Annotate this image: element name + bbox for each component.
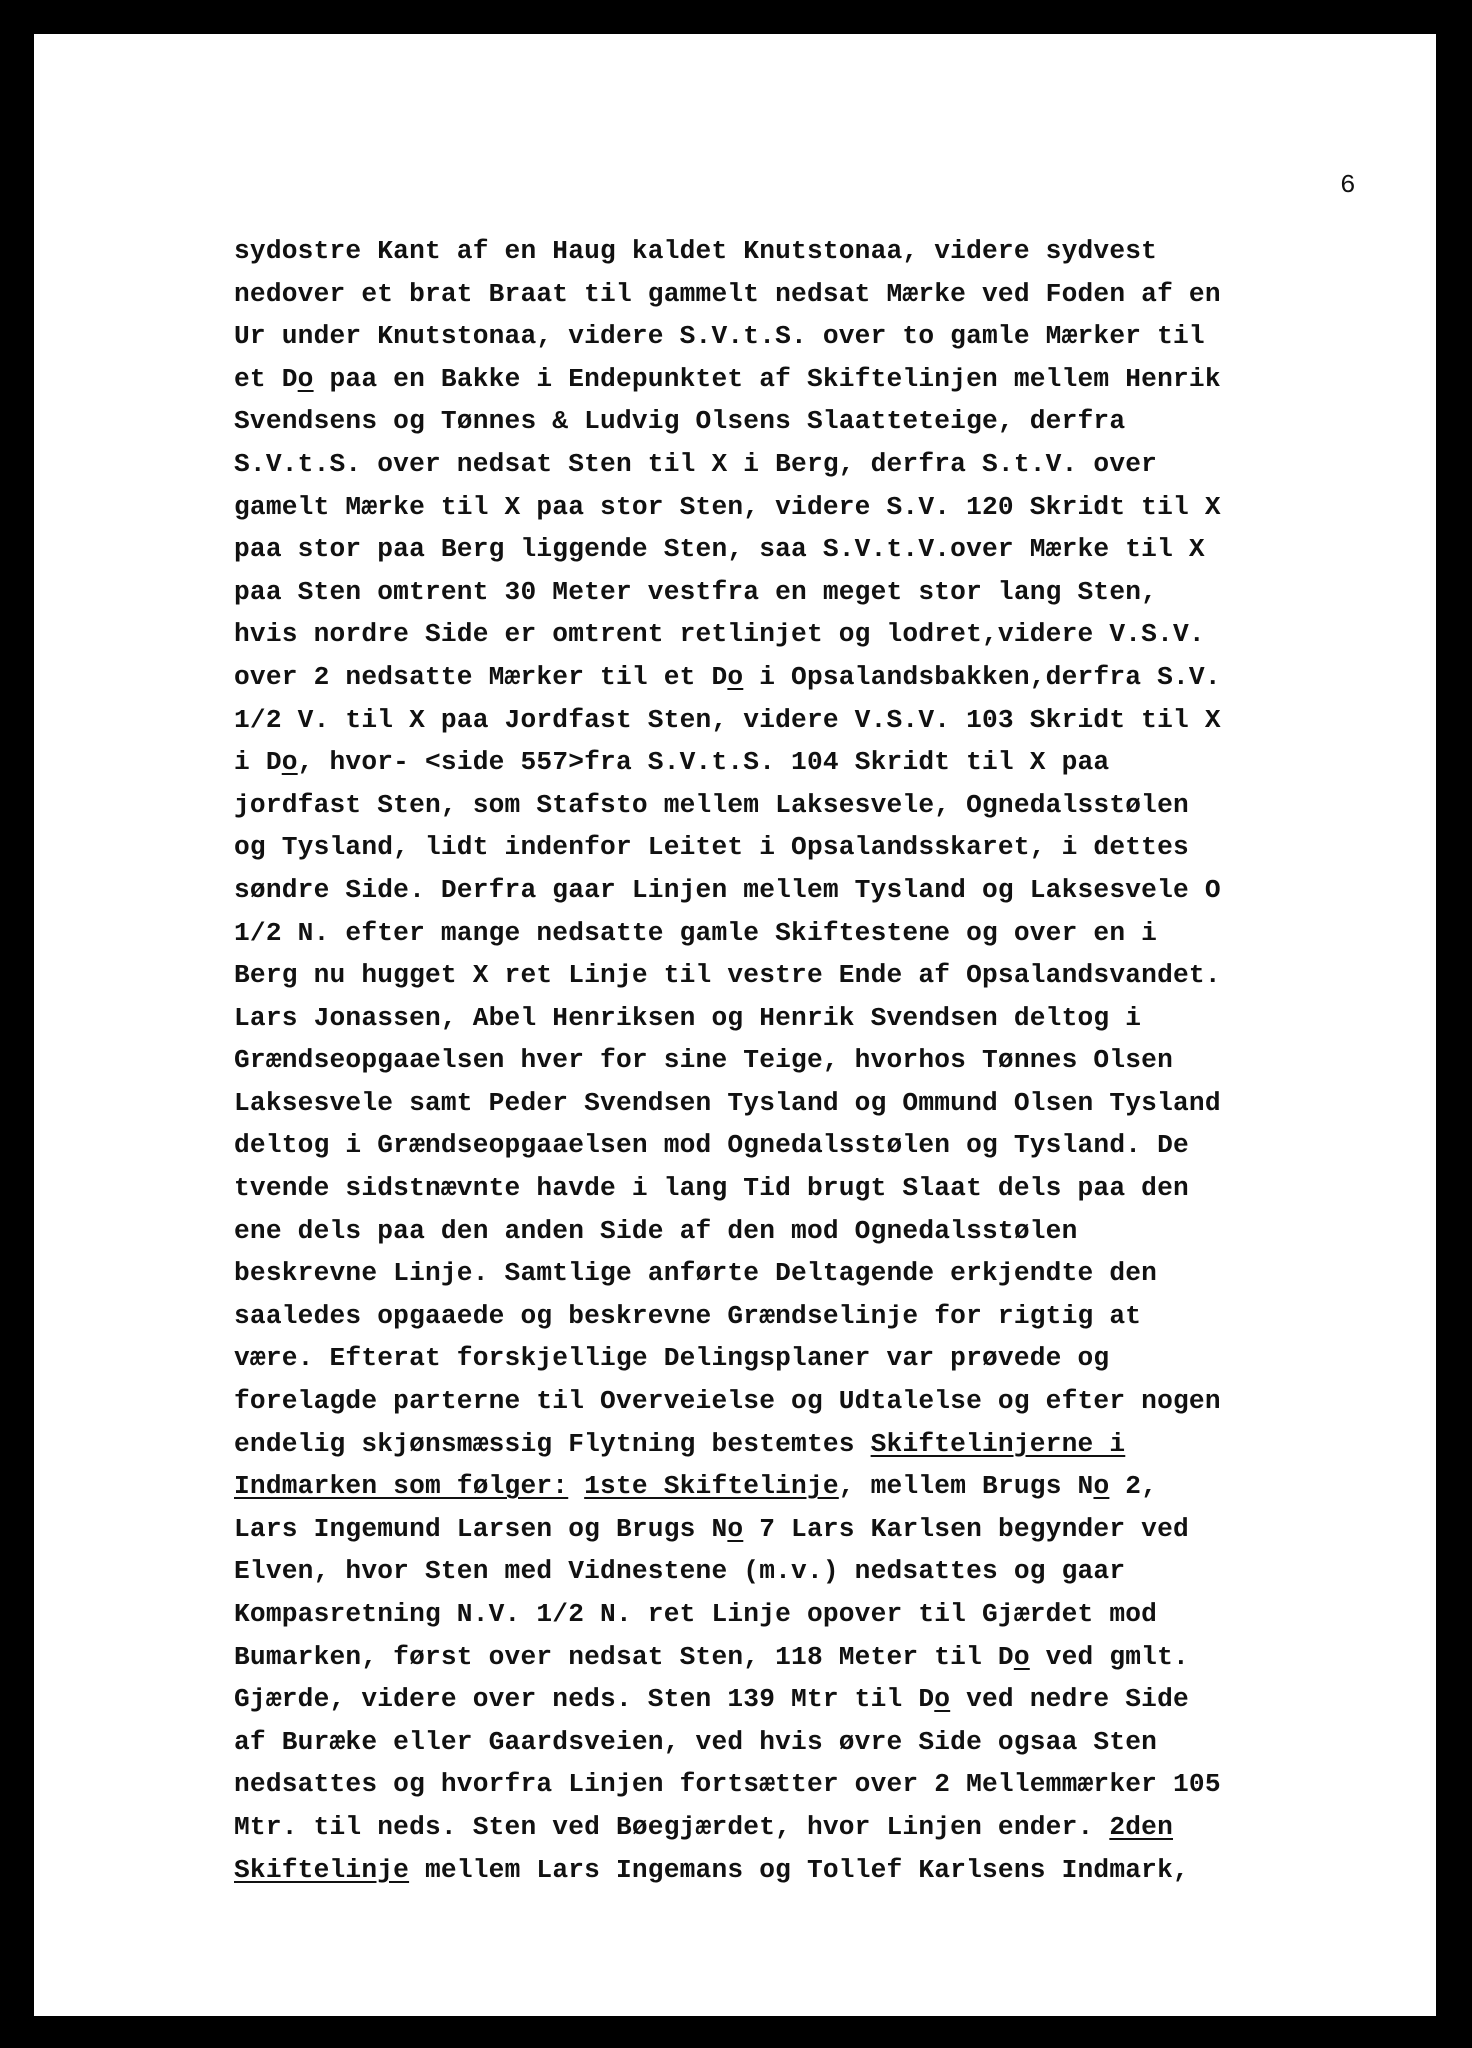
text-segment: i Opsalandsbakken,derfra S.V.: [743, 661, 1221, 692]
underlined-text: Skiftelinje: [234, 1854, 410, 1885]
text-segment: paa en Bakke i Endepunktet af Skiftelinjen mellem Henrik: [313, 363, 1221, 394]
text-segment: et D: [234, 363, 298, 394]
text-line: [234, 1636, 1374, 1679]
text-segment: Lars Jonassen, Abel Henriksen og Henrik Svendsen deltog i: [234, 1002, 1142, 1033]
text-segment: 1/2 N. efter mange nedsatte gamle Skiftestene og over en i: [234, 917, 1158, 948]
underlined-text: 1ste Skiftelinje: [584, 1471, 839, 1502]
text-segment: mellem Lars Ingemans og Tollef Karlsens Indmark,: [409, 1854, 1189, 1885]
text-segment: af Buræke eller Gaardsveien, ved hvis øvre Side ogsaa Sten: [234, 1726, 1158, 1757]
text-line: [234, 1721, 1374, 1764]
text-line: [234, 613, 1374, 656]
underlined-text: o: [297, 363, 314, 394]
document-page: [34, 34, 1436, 2016]
text-segment: ene dels paa den anden Side af den mod Ognedalsstølen: [234, 1215, 1078, 1246]
text-line: [234, 912, 1374, 955]
text-line: [234, 1423, 1374, 1466]
text-line: [234, 1039, 1374, 1082]
text-segment: forelagde parterne til Overveielse og Udtalelse og efter nogen: [234, 1386, 1221, 1417]
text-line: [234, 1763, 1374, 1806]
text-line: [234, 784, 1374, 827]
underlined-text: o: [934, 1684, 951, 1715]
text-segment: Mtr. til neds. Sten ved Bøegjærdet, hvor Linjen ender.: [234, 1811, 1110, 1842]
text-line: [234, 869, 1374, 912]
text-segment: beskrevne Linje. Samtlige anførte Deltagende erkjendte den: [234, 1258, 1158, 1289]
text-segment: nedsattes og hvorfra Linjen fortsætter over 2 Mellemmærker 105: [234, 1769, 1221, 1800]
text-segment: 1/2 V. til X paa Jordfast Sten, videre V.S.V. 103 Skridt til X: [234, 704, 1221, 735]
underlined-text: o: [727, 1513, 744, 1544]
text-line: [234, 486, 1374, 529]
underlined-text: o: [1013, 1641, 1030, 1672]
text-segment: ved nedre Side: [950, 1684, 1189, 1715]
text-segment: jordfast Sten, som Stafsto mellem Laksesvele, Ognedalsstølen: [234, 789, 1189, 820]
text-segment: Svendsens og Tønnes & Ludvig Olsens Slaatteteige, derfra: [234, 406, 1126, 437]
text-segment: Berg nu hugget X ret Linje til vestre Ende af Opsalandsvandet.: [234, 960, 1221, 991]
text-segment: ved gmlt.: [1029, 1641, 1189, 1672]
text-line: [234, 1508, 1374, 1551]
text-segment: gamelt Mærke til X paa stor Sten, videre S.V. 120 Skridt til X: [234, 491, 1221, 522]
text-line: [234, 443, 1374, 486]
text-segment: Elven, hvor Sten med Vidnestene (m.v.) nedsattes og gaar: [234, 1556, 1126, 1587]
text-line: [234, 571, 1374, 614]
text-segment: sydostre Kant af en Haug kaldet Knutstonaa, videre sydvest: [234, 236, 1158, 266]
text-line: [234, 656, 1374, 699]
text-segment: paa stor paa Berg liggende Sten, saa S.V.t.V.over Mærke til X: [234, 534, 1205, 565]
text-line: [234, 1295, 1374, 1338]
text-line: [234, 1550, 1374, 1593]
text-segment: 2,: [1109, 1471, 1158, 1502]
text-segment: 7 Lars Karlsen begynder ved: [743, 1513, 1189, 1544]
text-segment: Grændseopgaaelsen hver for sine Teige, hvorhos Tønnes Olsen: [234, 1045, 1173, 1076]
text-segment: være. Efterat forskjellige Delingsplaner var prøvede og: [234, 1343, 1110, 1374]
text-segment: over 2 nedsatte Mærker til et D: [234, 661, 728, 692]
text-segment: endelig skjønsmæssig Flytning bestemtes: [234, 1428, 871, 1459]
text-line: [234, 1806, 1374, 1849]
underlined-text: o: [727, 661, 744, 692]
text-line: [234, 1167, 1374, 1210]
text-segment: S.V.t.S. over nedsat Sten til X i Berg, derfra S.t.V. over: [234, 448, 1158, 479]
underlined-text: Skiftelinjerne i: [870, 1428, 1126, 1459]
text-line: [234, 741, 1374, 784]
text-segment: Laksesvele samt Peder Svendsen Tysland og Ommund Olsen Tysland: [234, 1087, 1221, 1118]
text-segment: og Tysland, lidt indenfor Leitet i Opsalandsskaret, i dettes: [234, 832, 1189, 863]
page-number: 6: [1340, 170, 1356, 200]
underlined-text: o: [1093, 1471, 1110, 1502]
text-segment: Lars Ingemund Larsen og Brugs N: [234, 1513, 728, 1544]
text-segment: [568, 1471, 584, 1501]
text-segment: saaledes opgaaede og beskrevne Grændselinje for rigtig at: [234, 1300, 1142, 1331]
text-segment: Kompasretning N.V. 1/2 N. ret Linje opover til Gjærdet mod: [234, 1599, 1158, 1629]
text-line: [234, 1465, 1374, 1508]
text-line: [234, 1082, 1374, 1125]
text-segment: hvis nordre Side er omtrent retlinjet og lodret,videre V.S.V.: [234, 619, 1205, 650]
underlined-text: 2den: [1109, 1811, 1173, 1842]
text-line: [234, 1593, 1374, 1636]
text-line: [234, 1678, 1374, 1721]
text-line: [234, 699, 1374, 742]
text-line: [234, 400, 1374, 443]
text-line: [234, 315, 1374, 358]
text-line: [234, 1124, 1374, 1167]
text-segment: Bumarken, først over nedsat Sten, 118 Meter til D: [234, 1641, 1014, 1672]
text-segment: deltog i Grændseopgaaelsen mod Ognedalsstølen og Tysland. De: [234, 1130, 1189, 1161]
text-segment: tvende sidstnævnte havde i lang Tid brugt Slaat dels paa den: [234, 1173, 1189, 1204]
document-body: [234, 230, 1374, 1891]
text-line: [234, 1210, 1374, 1253]
text-segment: , hvor- <side 557>fra S.V.t.S. 104 Skridt til X paa: [297, 747, 1110, 778]
text-line: [234, 273, 1374, 316]
underlined-text: o: [281, 747, 298, 778]
text-segment: søndre Side. Derfra gaar Linjen mellem Tysland og Laksesvele O: [234, 874, 1221, 905]
text-segment: nedover et brat Braat til gammelt nedsat Mærke ved Foden af en: [234, 278, 1221, 309]
text-segment: paa Sten omtrent 30 Meter vestfra en meget stor lang Sten,: [234, 576, 1158, 607]
text-line: [234, 954, 1374, 997]
text-segment: i D: [234, 747, 282, 778]
text-line: [234, 528, 1374, 571]
text-line: [234, 1337, 1374, 1380]
text-segment: Ur under Knutstonaa, videre S.V.t.S. over to gamle Mærker til: [234, 321, 1205, 352]
underlined-text: Indmarken som følger:: [234, 1471, 569, 1502]
text-line: [234, 997, 1374, 1040]
text-line: [234, 358, 1374, 401]
text-segment: Gjærde, videre over neds. Sten 139 Mtr til D: [234, 1684, 935, 1715]
text-segment: , mellem Brugs N: [838, 1471, 1094, 1502]
text-line: [234, 826, 1374, 869]
text-line: [234, 230, 1374, 273]
text-line: [234, 1252, 1374, 1295]
text-line: [234, 1380, 1374, 1423]
text-line: [234, 1849, 1374, 1892]
